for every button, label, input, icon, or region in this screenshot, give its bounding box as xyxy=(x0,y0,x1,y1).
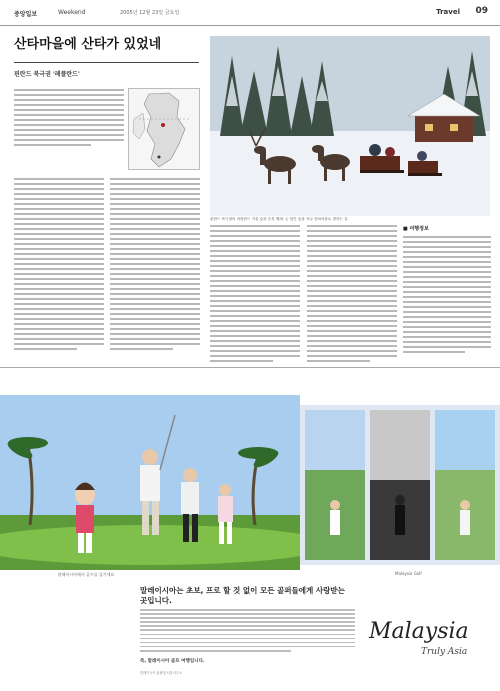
golf-course-photo xyxy=(0,395,500,570)
ad-footer: 말레이시아 관광청 서울사무소 xyxy=(140,671,183,675)
article-headline: 산타마을에 산타가 있었네 xyxy=(14,37,162,52)
ad-body-text xyxy=(140,609,355,654)
info-box-title: ■ 여행정보 xyxy=(403,226,429,232)
section-label: Weekend xyxy=(58,9,86,16)
ad-closing-line: 즉, 말레이시아 골프 여행입니다. xyxy=(140,659,205,664)
title-rule xyxy=(14,62,199,63)
ad-headline: 말레이시아는 초보, 프로 할 것 없이 모든 골퍼들에게 사랑받는 곳입니다. xyxy=(140,586,345,605)
malaysia-truly-asia-logo xyxy=(365,600,475,670)
section-travel: Travel xyxy=(436,8,460,16)
article-byline: 핀란드 북극권 '레플란드' xyxy=(14,71,80,78)
snow-forest-scene xyxy=(210,36,490,216)
map-graphic xyxy=(129,89,201,171)
golf-scene xyxy=(0,395,500,570)
page-number: 09 xyxy=(475,6,488,16)
article-column-4 xyxy=(307,225,397,365)
issue-date: 2005년 12월 23일 금요일 xyxy=(120,10,180,16)
logo-sub-text: Truly Asia xyxy=(421,647,468,657)
lead-paragraph xyxy=(14,89,124,149)
newspaper-name: 중앙일보 xyxy=(14,11,38,18)
article-column-3 xyxy=(210,225,300,365)
photo-caption: 핀란드 북극권의 라플란드 겨울 숲과 순록 썰매. 눈 덮인 숲을 지나 산타마을로 향하는 길. xyxy=(210,217,349,221)
article-title-block xyxy=(14,36,199,78)
location-map xyxy=(128,88,200,170)
ad-callout: 말레이시아에서 골프를 즐기세요 xyxy=(57,572,115,577)
reindeer-sled-photo xyxy=(210,36,490,216)
article-column-2 xyxy=(110,178,200,353)
logo-graphic xyxy=(365,600,475,670)
travel-info-box xyxy=(403,225,491,356)
page-header xyxy=(0,0,500,26)
ad-photo-tag: Malaysia Golf xyxy=(395,571,422,576)
logo-main-text: Malaysia xyxy=(369,619,469,644)
article-column-1 xyxy=(14,178,104,353)
